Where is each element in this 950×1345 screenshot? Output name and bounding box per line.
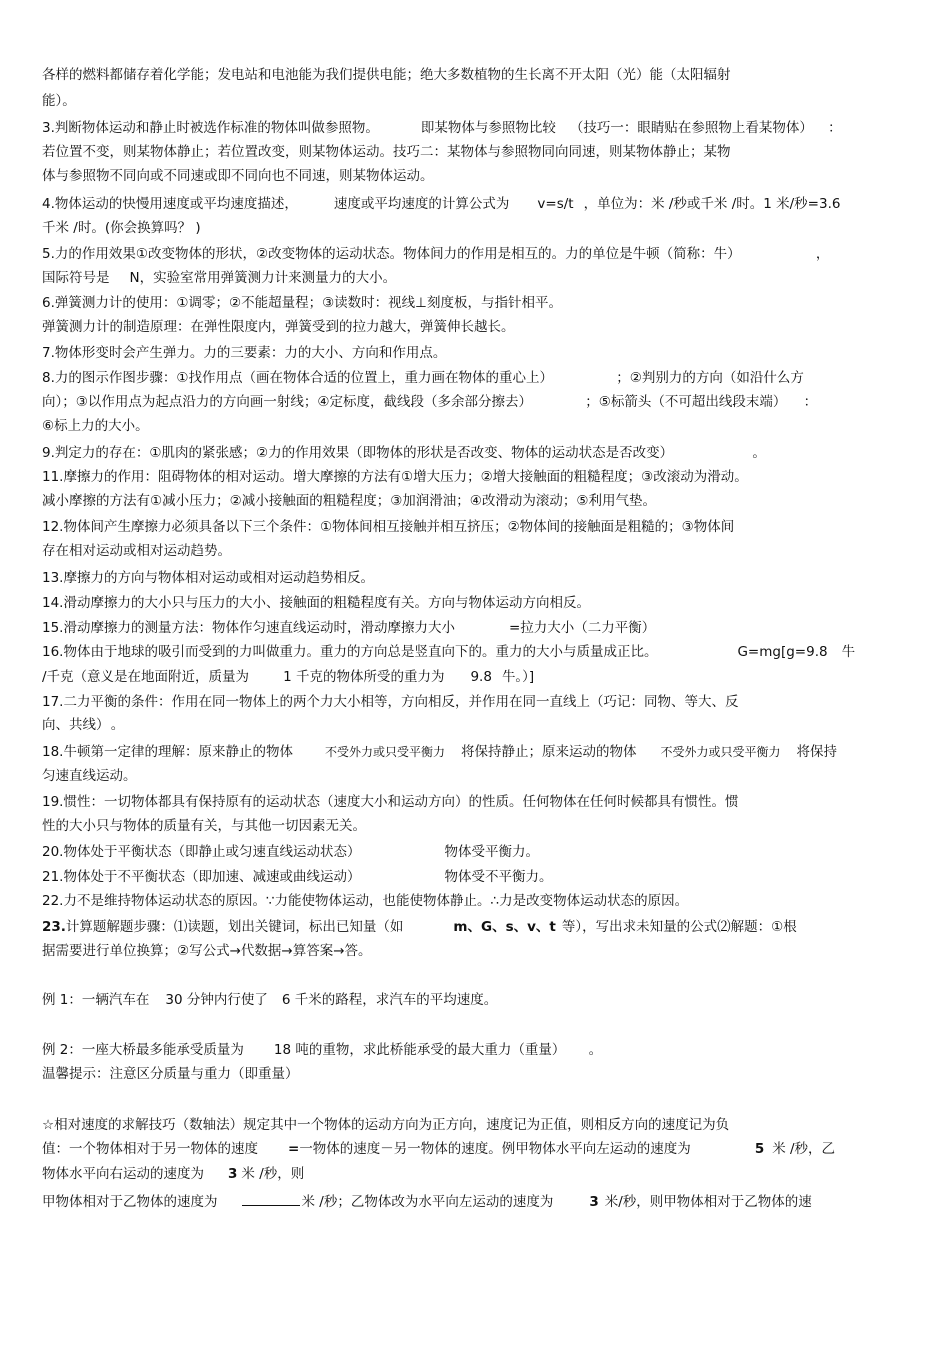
- text-line: 匀速直线运动。: [42, 768, 137, 784]
- item-7: 7.物体形变时会产生弹力。力的三要素：力的大小、方向和作用点。: [42, 345, 447, 361]
- example-1: 例 1：一辆汽车在 30 分钟内行使了 6 千米的路程，求汽车的平均速度。: [42, 992, 498, 1008]
- item-16: 16.物体由于地球的吸引而受到的力叫做重力。重力的方向总是竖直向下的。重力的大小与质量成正比。 G=mg[g=9.8 牛: [42, 644, 856, 660]
- item-4: 4.物体运动的快慢用速度或平均速度描述， 速度或平均速度的计算公式为 v=s/t ，单位为：米 /秒或千米 /时。1 米/秒=3.6: [42, 196, 841, 212]
- text-line: 物体水平向右运动的速度为 3 米 /秒，则: [42, 1166, 305, 1182]
- text-line: 存在相对运动或相对运动趋势。: [42, 543, 231, 559]
- text-line: 国际符号是 N，实验室常用弹簧测力计来测量力的大小。: [42, 270, 397, 286]
- text-line: 性的大小只与物体的质量有关，与其他一切因素无关。: [42, 818, 366, 834]
- tip-line: 温馨提示：注意区分质量与重力（即重量）: [42, 1066, 299, 1082]
- item-14: 14.滑动摩擦力的大小只与压力的大小、接触面的粗糙程度有关。方向与物体运动方向相反。: [42, 595, 590, 611]
- item-22: 22.力不是维持物体运动状态的原因。∵力能使物体运动，也能使物体静止。∴力是改变物体运动状态的原因。: [42, 893, 689, 909]
- text-line: 向）；③以作用点为起点沿力的方向画一射线；④定标度，截线段（多余部分擦去） ；⑤标箭头（不可超出线段末端） ：: [42, 394, 818, 410]
- item-5: 5.力的作用效果①改变物体的形状，②改变物体的运动状态。物体间力的作用是相互的。力的单位是牛顿（简称：牛） ，: [42, 246, 830, 262]
- item-13: 13.摩擦力的方向与物体相对运动或相对运动趋势相反。: [42, 570, 374, 586]
- text-line: 值：一个物体相对于另一物体的速度 =一物体的速度－另一物体的速度。例甲物体水平向左运动的速度为 5 米 /秒，乙: [42, 1141, 836, 1157]
- text-line: 向、共线） 。: [42, 717, 125, 733]
- item-20: 20.物体处于平衡状态（即静止或匀速直线运动状态） 物体受平衡力。: [42, 844, 539, 860]
- item-18: 18.牛顿第一定律的理解：原来静止的物体 不受外力或只受平衡力 将保持静止；原来运动的物体 不受外力或只受平衡力 将保持: [42, 744, 838, 760]
- text-line: 弹簧测力计的制造原理：在弹性限度内，弹簧受到的拉力越大，弹簧伸长越长。: [42, 319, 515, 335]
- item-23: 23.计算题解题步骤：⑴读题，划出关键词，标出已知量（如 m、G、s、v、t 等），写出求未知量的公式⑵解题：①根: [42, 919, 797, 935]
- text-line: 据需要进行单位换算；②写公式→代数据→算答案→答。: [42, 943, 372, 959]
- item-9: 9.判定力的存在：①肌肉的紧张感；②力的作用效果（即物体的形状是否改变、物体的运动状态是否改变） 。: [42, 445, 766, 461]
- item-21: 21.物体处于不平衡状态（即加速、减速或曲线运动） 物体受不平衡力。: [42, 869, 553, 885]
- relative-speed-title: ☆相对速度的求解技巧（数轴法）规定其中一个物体的运动方向为正方向，速度记为正值，则相反方向的速度记为负: [42, 1117, 730, 1133]
- item-19: 19.惯性：一切物体都具有保持原有的运动状态（速度大小和运动方向）的性质。任何物体在任何时候都具有惯性。惯: [42, 794, 739, 810]
- item-3: 3.判断物体运动和静止时被选作标准的物体叫做参照物。 即某物体与参照物比较 （技巧一：眼睛贴在参照物上看某物体） ：: [42, 120, 842, 136]
- item-8: 8.力的图示作图步骤：①找作用点（画在物体合适的位置上，重力画在物体的重心上） ；②判别力的方向（如沿什么方: [42, 370, 804, 386]
- text-line: 各样的燃料都储存着化学能；发电站和电池能为我们提供电能；绝大多数植物的生长离不开太阳（光）能（太阳辐射: [42, 67, 731, 83]
- text-line: 减小摩擦的方法有①减小压力；②减小接触面的粗糙程度；③加润滑油；④改滑动为滚动；⑤利用气垫。: [42, 493, 657, 509]
- text-line: /千克（意义是在地面附近，质量为 1 千克的物体所受的重力为 9.8 牛。）]: [42, 669, 535, 685]
- item-11: 11.摩擦力的作用：阻碍物体的相对运动。增大摩擦的方法有①增大压力；②增大接触面的粗糙程度；③改滚动为滑动。: [42, 469, 748, 485]
- text-line: 体与参照物不同向或不同速或即不同向也不同速，则某物体运动。: [42, 168, 434, 184]
- item-17: 17.二力平衡的条件：作用在同一物体上的两个力大小相等，方向相反，并作用在同一直线上（巧记：同物、等大、反: [42, 694, 739, 710]
- example-2: 例 2：一座大桥最多能承受质量为 18 吨的重物，求此桥能承受的最大重力（重量） 。: [42, 1042, 603, 1058]
- text-line: ⑥标上力的大小。: [42, 418, 149, 434]
- item-6: 6.弹簧测力计的使用：①调零；②不能超量程；③读数时：视线⊥刻度板，与指针相平。: [42, 295, 562, 311]
- text-line: 千米 /时。(你会换算吗？ ): [42, 220, 201, 236]
- answer-blank[interactable]: [242, 1191, 300, 1206]
- item-12: 12.物体间产生摩擦力必须具备以下三个条件：①物体间相互接触并相互挤压；②物体间的接触面是粗糙的；③物体间: [42, 519, 735, 535]
- item-15: 15.滑动摩擦力的测量方法：物体作匀速直线运动时，滑动摩擦力大小 =拉力大小（二力平衡）: [42, 620, 656, 636]
- text-line: 若位置不变，则某物体静止；若位置改变，则某物体运动。技巧二：某物体与参照物同向同速，则某物体静止；某物: [42, 144, 731, 160]
- text-line: 甲物体相对于乙物体的速度为 米 /秒；乙物体改为水平向左运动的速度为 3 米/秒，则甲物体相对于乙物体的速: [42, 1191, 812, 1211]
- text-line: 能）。: [42, 93, 76, 109]
